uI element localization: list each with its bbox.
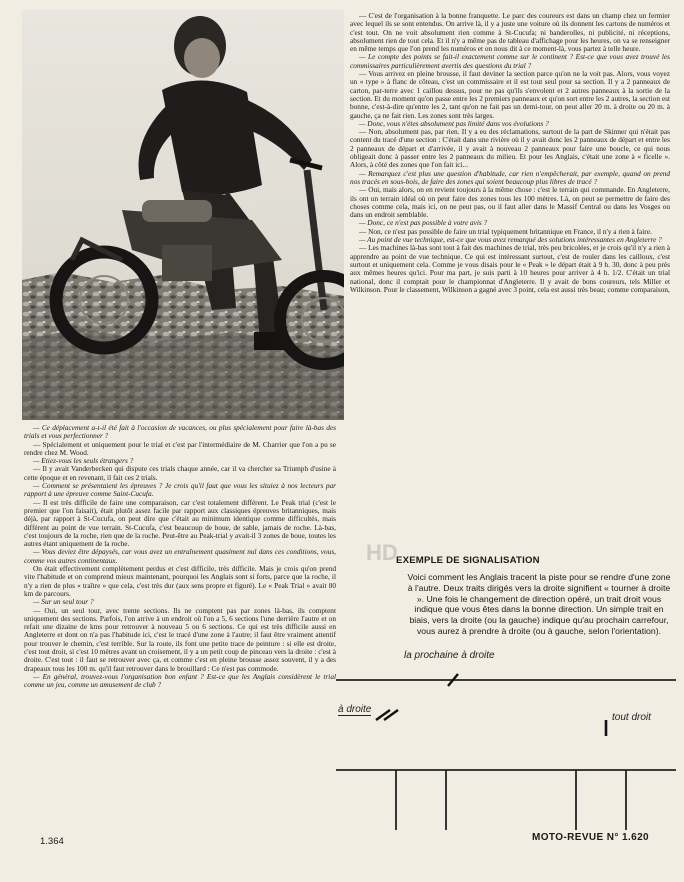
paragraph: — Vous deviez être dépaysés, car vous avez un entraînement quasiment nul dans ces conditions, vous, comme vos autres continentaux. bbox=[24, 547, 336, 565]
paragraph: — Le compte des points se fait-il exactement comme sur le continent ? Est-ce que vous avez trouvé les commissaires particulièrement avertis des questions du trial ? bbox=[350, 52, 670, 70]
paragraph: — En général, trouvez-vous l'organisation bon enfant ? Est-ce que les Anglais considèrent le trial comme un jeu, comme un amusement de club ? bbox=[24, 671, 336, 690]
paragraph: — C'est de l'organisation à la bonne franquette. Le parc des coureurs est dans un champ chez un fermier avec lequel ils se sont entendus. On arrive là, il y a juste une voiture où ils donnent les cartons de numéros et c'est tout. On ne voit absolument rien comme à St-Cucufa; ni banderolles, ni publicité, ni réceptions, absolument rien de tout cela. Et il n'y a même pas de tableau d'affichage pour les heures, on va se renseigner en même temps que l'on prend les numéros et on nous dit à ce moment-là, vous partez à telle heure. bbox=[350, 12, 670, 54]
paragraph: — Donc, ce n'est pas possible à votre avis ? bbox=[359, 218, 488, 228]
paragraph: — Non, ce n'est pas possible de faire un trial typiquement britannique en France, il n'y a rien à faire. bbox=[359, 226, 652, 236]
paragraph: — Comment se présentaient les épreuves ? Je crois qu'il faut que vous les situiez à nos lecteurs par rapport à une épreuve comme Saint-Cucufa. bbox=[24, 481, 336, 499]
paragraph: — Vous arrivez en pleine brousse, il faut deviner la section parce qu'on ne la voit pas. Alors, vous voyez un « type » à flanc de côteau, c'est un commissaire et il est tout seul pour sa section. Il y a 2 panneaux de carton, par-terre avec 1 caillou dessus, pour ne pas qu'ils s'envolent et 2 autres panneaux à la sortie de la section. Et du moment qu'on passe entre les 2 premiers panneaux et qu'on sort entre les 2 autres, la section est bonne, c'est-à-dire qu'entre les 2, tant qu'on ne fait pas un demi-tour, on peut aller 20 m. à droite ou 20 m. à gauche, ça ne fait rien. Les zones sont très larges. bbox=[350, 69, 670, 120]
rider-photo-illustration bbox=[22, 10, 344, 420]
right-column-text bbox=[350, 12, 670, 548]
signalisation-diagram bbox=[336, 640, 676, 830]
paragraph: — Oui, un seul tour, avec trente sections. Ils ne comptent pas par zones là-bas, ils comptent uniquement des sections. Parfois, l'on arrive à un endroit où l'on a 5, 6 sections l'une derrière l'autre et on refait une dizaine de kms pour retrouver à nouveau 5 ou 6 sections. Ce qui est très difficile aussi en Angleterre et dont on n'a pas l'habitude ici, c'est le tracé d'une zone à l'autre; il faut être vraiment attentif pour trouver le chemin, c'est terrible. Sur la route, ils font une petite trace de peinture : si elle est droite, c'est tout droit, si c'est 10 mètres avant un croisement, il y a un petit coup de pinceau vers la droite : c'est à droite. C'est tout : il faut se retrouver avec ça, et comme c'est en pleine brousse assez souvent, il y a des drapeaux tous les 100 m. qu'il faut retrouver dans le brouillard : Ce n'est pas commode. bbox=[24, 605, 336, 673]
page-number: 1.364 bbox=[40, 836, 64, 847]
left-column-text bbox=[24, 424, 336, 826]
paragraph: On était effectivement complètement perdus et c'est difficile, très difficile. Mais je crois qu'on prend vite l'habitude et on comprend mieux maintenant, pourquoi les Anglais sont si forts, parce que la roche, il n'y a rien de plus « traître » que cela, c'est très dur (aux sens propre et figuré). Le « Peak Trial » avait 80 km de parcours. bbox=[24, 564, 336, 598]
paragraph: — Non, absolument pas, par rien. Il y a eu des réclamations, surtout de la part de Skinner qui n'était pas content du tracé d'une section : C'était dans une rivière où il y avait donc les 2 panneaux de départ et entre les 2 panneaux de départ et d'arrivée, il y avait à nouveau 2 panneaux pour faire une boucle, ce qui nous obligeait donc à passer entre les 2 panneaux du milieu. Et pour les Anglais, c'était une zone à « ficelle ». Alors, à côté des zones que l'on fait ici... bbox=[350, 127, 670, 170]
box-description: Voici comment les Anglais tracent la piste pour se rendre d'une zone à l'autre. Deux traits dirigés vers la droite signifient « tourner à droite ». Une fois le changement de direction opéré, un trait droit vous indique que vous êtes dans la bonne direction. Un simple trait en biais, vers la droite (ou la gauche) indique qu'au prochain carrefour, vous aurez à prendre à droite (ou à gauche, selon l'orientation). bbox=[407, 572, 671, 636]
magazine-footer: MOTO-REVUE N° 1.620 bbox=[532, 832, 649, 843]
paragraph: — Etiez-vous les seuls étrangers ? bbox=[33, 456, 134, 466]
paragraph: — Oui, mais alors, on en revient toujours à la même chose : c'est le terrain qui commande. En Angleterre, ils ont un terrain idéal où on peut faire des zones tous les 100 mètres. Là, on peut se permettre de faire des choses comme cela, mais ici, on ne peut pas, ou il faut aller dans le Massif Central ou dans les Vosges ou dans un endroit semblable. bbox=[350, 185, 670, 220]
paragraph: — Ce déplacement a-t-il été fait à l'occasion de vacances, ou plus spécialement pour faire là-bas des trials et vous perfectionner ? bbox=[24, 424, 336, 441]
box-title: EXEMPLE DE SIGNALISATION bbox=[396, 555, 540, 566]
paragraph: — Les machines là-bas sont tout à fait des machines de trial, très peu bricolées, et je crois qu'il n'y a rien à apprendre au point de vue technique. Ce qui est intéressant surtout, c'est de rouler dans les cailloux, c'est surtout et uniquement cela. Comme je vous disais pour le « Peak » le départ était à 9 h. 30, donc à peu près aux mêmes heures qu'ici. Pour ma part, je suis parti à 10 heures pour arriver à 4 h. 1/2. C'était un trial national, donc il comptait pour le championnat d'Angleterre. Il y avait de bons coureurs, tels Miller et Wilkinson. Pour le classement, Wilkinson a gagné avec 3 point, cela est aussi très beau; comme comparaison, bbox=[350, 243, 670, 294]
paragraph: — Il est très difficile de faire une comparaison, car c'est totalement différent. Le Peak trial (c'est le premier que l'on faisait), était plutôt assez facile par rapport aux classiques épreuves britanniques, mais déjà, par rapport à St-Cucufa, on peut dire que c'était au minimum identique comme difficultés, mais différent au point de vue terrain. St-Cucufa, c'est beaucoup de boue, de sable, jamais de roche. Là-bas, c'est toujours de la roche, rien que de la roche. Peut-être au Peak-trial y avait-il 3 zones de boue, toutes les autres étant uniquement de la roche. bbox=[24, 497, 336, 549]
paragraph: — Sur un seul tour ? bbox=[33, 597, 94, 607]
paragraph: — Spécialement et uniquement pour le trial et c'est par l'intermédiaire de M. Charrier que l'on a pu se rendre chez M. Wood. bbox=[24, 439, 336, 457]
label-prochaine-droite: la prochaine à droite bbox=[404, 650, 495, 661]
hd-watermark: HD bbox=[366, 540, 398, 565]
label-tout-droit: tout droit bbox=[612, 712, 651, 723]
paragraph: — Donc, vous n'étes absolument pas limité dans vos évolutions ? bbox=[359, 118, 549, 128]
road-diagram bbox=[336, 640, 676, 830]
rider-photo bbox=[22, 10, 344, 420]
label-a-droite: à droite bbox=[338, 704, 372, 715]
paragraph: — Remarquez c'est plus une question d'habitude, car rien n'empêcherait, par exemple, quand on prend nos tracés en sous-bois, de faire des zones qui soient beaucoup plus libres de tracé ? bbox=[350, 168, 670, 186]
paragraph: — Au point de vue technique, est-ce que vous avez remarqué des solutions intéressantes en Angleterre ? bbox=[359, 235, 662, 245]
paragraph: — Il y avait Vanderbecken qui dispute ces trials chaque année, car il va chercher sa Triumph d'usine à cette époque et en revenant, il fait ces 2 trials. bbox=[24, 464, 336, 482]
